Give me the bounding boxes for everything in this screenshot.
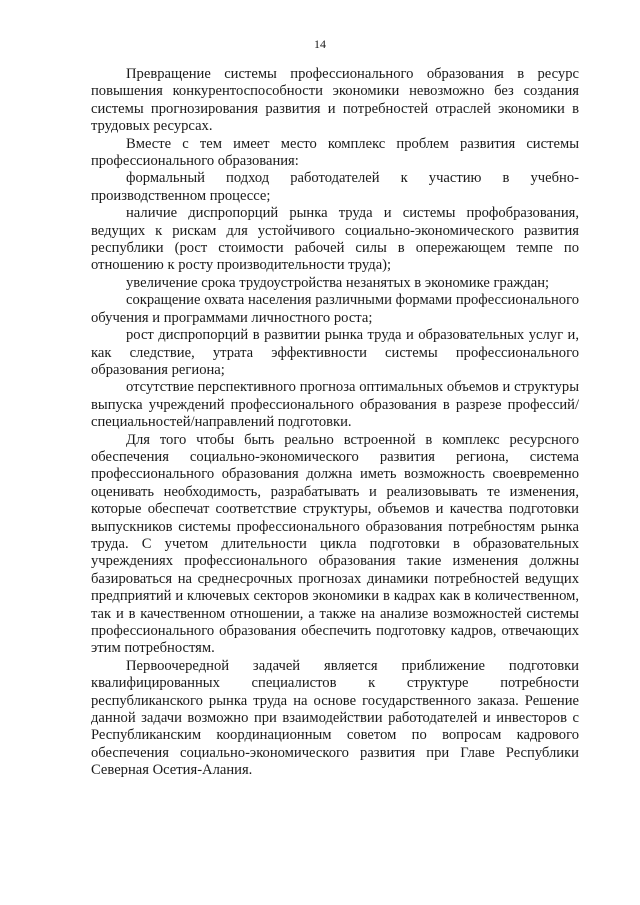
page-number: 14 — [314, 37, 326, 51]
list-item: отсутствие перспективного прогноза оптимальных объемов и структуры выпуска учреждений профессионального образования в разрезе профессий/специальностей/направлений подготовки. — [91, 379, 579, 431]
list-item: сокращение охвата населения различными формами профессионального обучения и программами личностного роста; — [91, 292, 579, 326]
paragraph: Превращение системы профессионального образования в ресурс повышения конкурентоспособности экономики невозможно без создания системы прогнозирования развития и потребностей отраслей экономики в трудовых ресурсах. — [91, 66, 579, 135]
list-item: наличие диспропорций рынка труда и системы профобразования, ведущих к рискам для устойчивого социально-экономического развития республики (рост стоимости рабочей силы в опережающем темпе по отношению к росту производительности труда); — [91, 205, 579, 274]
list-item: рост диспропорций в развитии рынка труда и образовательных услуг и, как следствие, утрата эффективности системы профессионального образования региона; — [91, 327, 579, 378]
list-item: формальный подход работодателей к участию в учебно-производственном процессе; — [91, 170, 579, 204]
paragraph: Первоочередной задачей является приближение подготовки квалифицированных специалистов к структуре потребности республиканского рынка труда на основе государственного заказа. Решение данной задачи возможно при взаимодействии работодателей и инвесторов с Республиканским координационным советом по вопросам кадрового обеспечения социально-экономического развития при Главе Республики Северная Осетия-Алания. — [91, 657, 579, 779]
list-item: увеличение срока трудоустройства незанятых в экономике граждан; — [126, 274, 550, 291]
paragraph: Вместе с тем имеет место комплекс проблем развития системы профессионального образования: — [91, 135, 579, 170]
paragraph: Для того чтобы быть реально встроенной в комплекс ресурсного обеспечения социально-экономического развития региона, система профессионального образования должна иметь возможность своевременно оценивать необходимость, разрабатывать и реализовывать те изменения, которые обеспечат соответствие структуры, объемов и качества подготовки выпускников системы профессионального образования потребностям рынка труда. С учетом длительности цикла подготовки в образовательных учреждениях профессионального образования такие изменения должны базироваться на среднесрочных прогнозах динамики потребностей ведущих предприятий и ключевых секторов экономики в кадрах как в количественном, так и в качественном отношении, а также на анализе возможностей системы профессионального образования обеспечить подготовку кадров, отвечающих этим потребностям. — [91, 431, 579, 657]
document-body — [91, 66, 579, 780]
